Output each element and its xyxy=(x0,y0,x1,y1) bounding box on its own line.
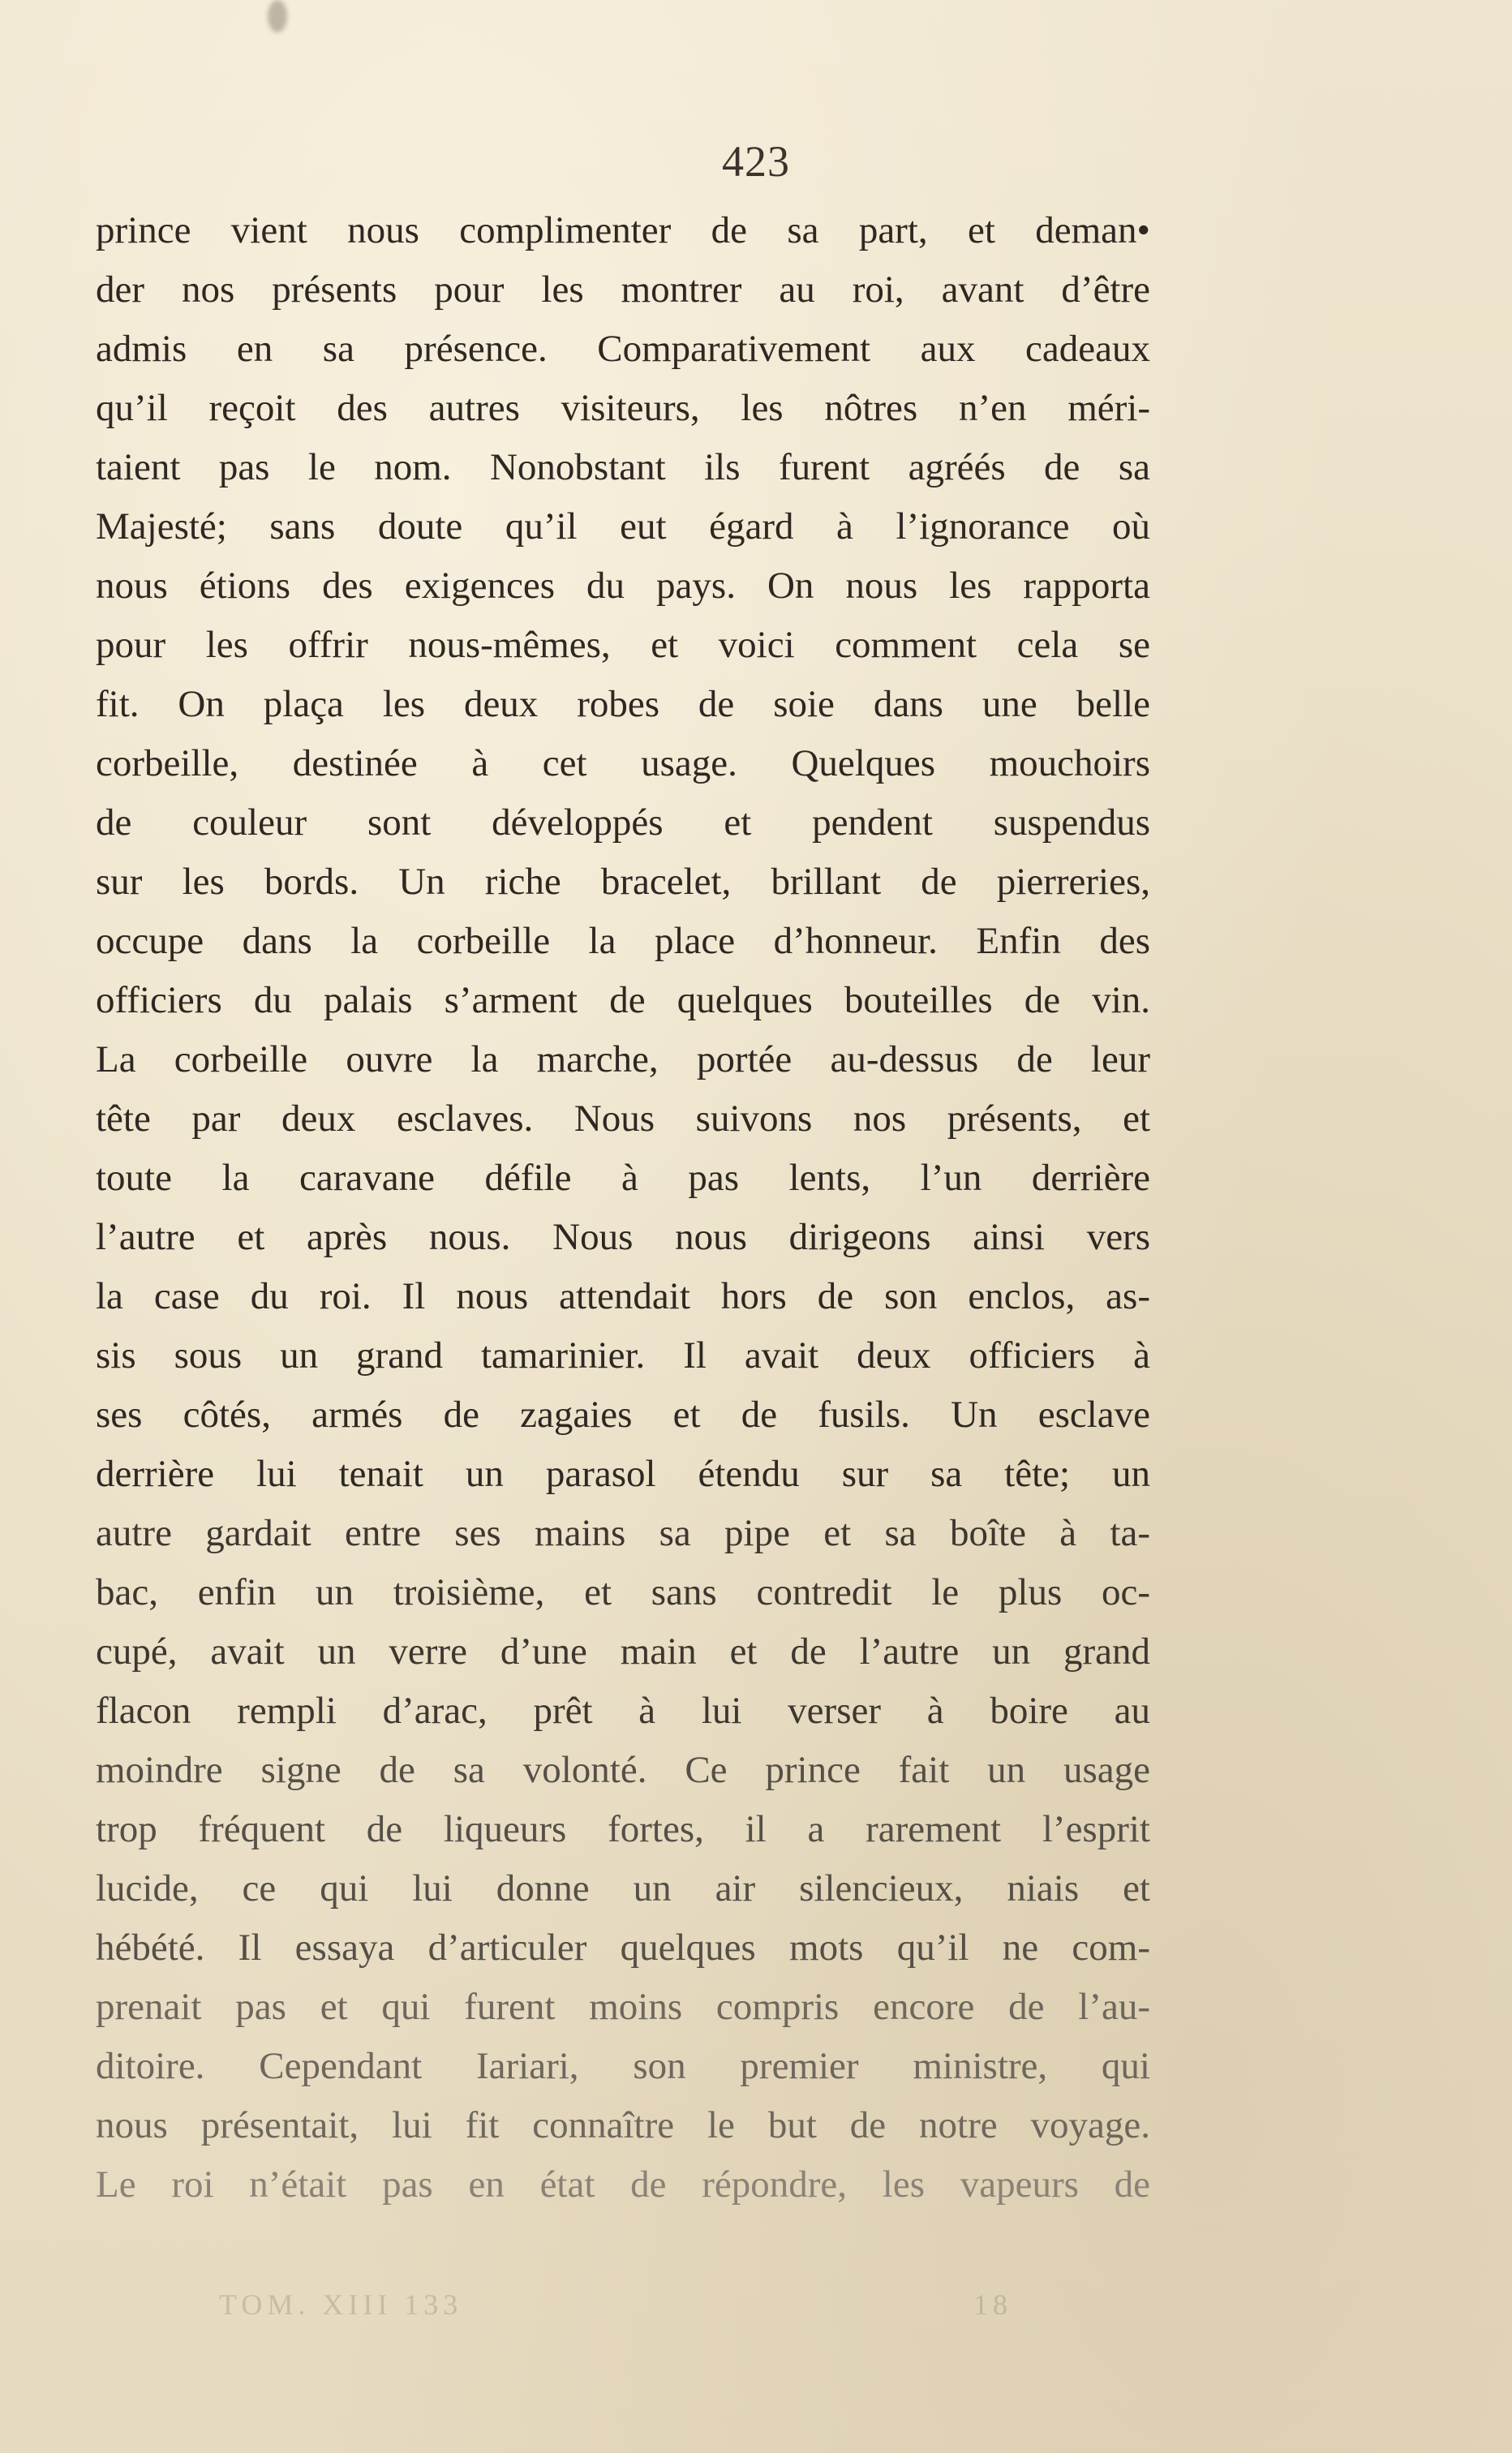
text-line: Le roi n’était pas en état de répondre, les vapeurs de xyxy=(96,2163,1150,2206)
text-line: autre gardait entre ses mains sa pipe et sa boîte à ta- xyxy=(96,1512,1150,1554)
signature-volume: TOM. XIII 133 xyxy=(219,2288,463,2321)
text-line: derrière lui tenait un parasol étendu sur sa tête; un xyxy=(96,1453,1150,1495)
text-line: lucide, ce qui lui donne un air silencieux, niais et xyxy=(96,1867,1150,1910)
text-line: la case du roi. Il nous attendait hors de son enclos, as- xyxy=(96,1275,1150,1317)
text-line: Majesté; sans doute qu’il eut égard à l’ignorance où xyxy=(96,505,1150,548)
text-line: bac, enfin un troisième, et sans contredit le plus oc- xyxy=(96,1571,1150,1613)
text-line: tête par deux esclaves. Nous suivons nos présents, et xyxy=(96,1098,1150,1140)
text-line: prenait pas et qui furent moins compris encore de l’au- xyxy=(96,1986,1150,2028)
text-line: sis sous un grand tamarinier. Il avait deux officiers à xyxy=(96,1334,1150,1377)
text-line: de couleur sont développés et pendent suspendus xyxy=(96,801,1150,844)
page-number: 423 xyxy=(722,137,790,186)
ink-smudge xyxy=(268,0,287,32)
text-line: toute la caravane défile à pas lents, l’un derrière xyxy=(96,1157,1150,1199)
text-line: occupe dans la corbeille la place d’honneur. Enfin des xyxy=(96,920,1150,962)
text-line: sur les bords. Un riche bracelet, brillant de pierreries, xyxy=(96,861,1150,903)
text-line: trop fréquent de liqueurs fortes, il a rarement l’esprit xyxy=(96,1808,1150,1850)
text-line: corbeille, destinée à cet usage. Quelques mouchoirs xyxy=(96,742,1150,784)
body-text xyxy=(96,201,1150,2215)
text-line: taient pas le nom. Nonobstant ils furent agréés de sa xyxy=(96,446,1150,488)
signature-number: 18 xyxy=(973,2288,1012,2321)
text-line: moindre signe de sa volonté. Ce prince fait un usage xyxy=(96,1749,1150,1791)
text-line: prince vient nous complimenter de sa part, et deman• xyxy=(96,209,1150,251)
text-line: ditoire. Cependant Iariari, son premier ministre, qui xyxy=(96,2045,1150,2087)
text-line: l’autre et après nous. Nous nous dirigeons ainsi vers xyxy=(96,1216,1150,1258)
text-line: ses côtés, armés de zagaies et de fusils. Un esclave xyxy=(96,1394,1150,1436)
text-line: officiers du palais s’arment de quelques bouteilles de vin. xyxy=(96,979,1150,1021)
text-line: qu’il reçoit des autres visiteurs, les nôtres n’en méri- xyxy=(96,387,1150,429)
text-line: cupé, avait un verre d’une main et de l’autre un grand xyxy=(96,1630,1150,1673)
text-line: der nos présents pour les montrer au roi, avant d’être xyxy=(96,268,1150,311)
text-line: admis en sa présence. Comparativement aux cadeaux xyxy=(96,328,1150,370)
text-line: flacon rempli d’arac, prêt à lui verser à boire au xyxy=(96,1690,1150,1732)
text-line: pour les offrir nous-mêmes, et voici comment cela se xyxy=(96,624,1150,666)
text-line: nous étions des exigences du pays. On nous les rapporta xyxy=(96,565,1150,607)
text-line: nous présentait, lui fit connaître le but de notre voyage. xyxy=(96,2104,1150,2146)
text-line: hébété. Il essaya d’articuler quelques mots qu’il ne com- xyxy=(96,1927,1150,1969)
text-line: fit. On plaça les deux robes de soie dans une belle xyxy=(96,683,1150,725)
text-line: La corbeille ouvre la marche, portée au-dessus de leur xyxy=(96,1038,1150,1080)
